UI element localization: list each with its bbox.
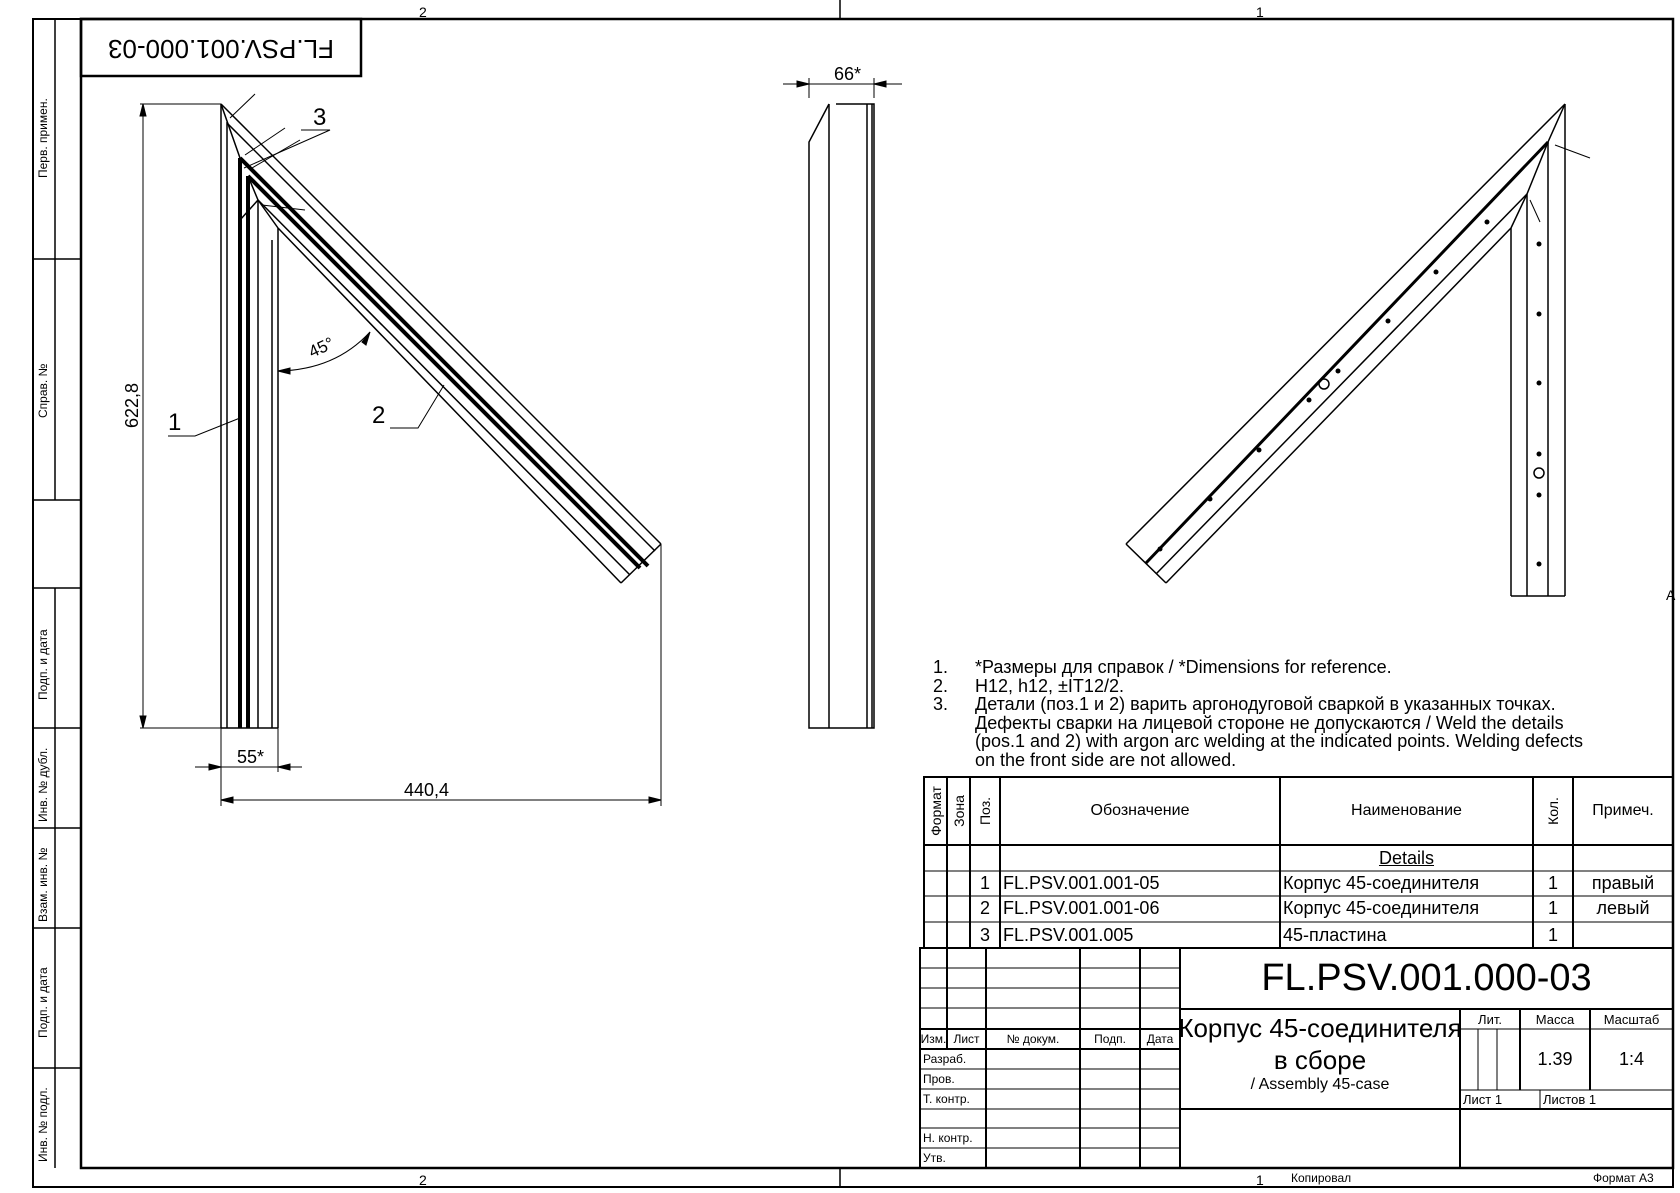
spec-row-note: левый: [1596, 898, 1650, 918]
header-name: Наименование: [1351, 802, 1462, 819]
lit-label: Лит.: [1478, 1011, 1502, 1027]
col-data: Дата: [1146, 1032, 1174, 1046]
pos-2-label: 2: [372, 402, 386, 429]
note-line: Дефекты сварки на лицевой стороне не допускаются / Weld the details: [975, 712, 1564, 733]
scale-label: Масштаб: [1603, 1011, 1660, 1027]
spec-row-pos: 2: [979, 898, 990, 918]
format-label: Формат A3: [1593, 1170, 1654, 1185]
header-zone: Зона: [950, 795, 967, 827]
row-prov: Пров.: [923, 1072, 955, 1086]
hole-diagonal: [1319, 379, 1329, 389]
spec-row-qty: 1: [1547, 873, 1558, 893]
dim-side-width: 66*: [834, 64, 862, 84]
note-item: [933, 658, 1673, 677]
margin-perv-primen: Перв. примен.: [36, 98, 50, 178]
col-list: Лист: [953, 1032, 980, 1046]
zone-side: A: [1666, 587, 1676, 603]
spec-row-note: правый: [1591, 873, 1655, 893]
header-pos-cell: [970, 777, 1000, 845]
spec-row-designation: FL.PSV.001.001-05: [1003, 873, 1160, 893]
row-t-kontr: Т. контр.: [923, 1092, 970, 1106]
row-razrab: Разраб.: [923, 1052, 967, 1066]
margin-podp-data-2: Подп. и дата: [36, 967, 50, 1038]
title-line-1: Корпус 45-соединителя: [1178, 1012, 1462, 1043]
zone-bottom-right: 1: [1256, 1172, 1264, 1188]
dim-height: 622,8: [122, 382, 142, 428]
spec-row-note: [1573, 922, 1673, 948]
margin-podp-data-1: Подп. и дата: [36, 629, 50, 700]
note-line: *Размеры для справок / *Dimensions for reference.: [975, 657, 1392, 677]
margin-inv-podl: Инв. № подл.: [36, 1087, 50, 1162]
dim-angle: 45°: [305, 333, 337, 362]
note-line: H12, h12, ±IT12/2.: [975, 675, 1124, 696]
header-qty: Кол.: [1544, 797, 1561, 825]
title-subtitle: / Assembly 45-case: [1250, 1076, 1390, 1093]
header-zone-cell: [947, 777, 970, 845]
rotated-code: FL.PSV.001.000-03: [108, 34, 334, 65]
section-title: Details: [1378, 847, 1435, 868]
mass-label: Масса: [1535, 1011, 1575, 1027]
note-number: 1.: [933, 657, 949, 677]
note-line: on the front side are not allowed.: [975, 749, 1237, 770]
spec-row-name: 45-пластина: [1283, 924, 1387, 945]
note-number: 3.: [933, 694, 949, 714]
col-podp: Подп.: [1094, 1032, 1126, 1046]
col-doc-no: № докум.: [1006, 1032, 1060, 1046]
spec-row-pos: 3: [979, 924, 990, 945]
note-line: Детали (поз.1 и 2) варить аргонодуговой сваркой в указанных точках.: [975, 694, 1556, 714]
zone-bottom-left: 2: [419, 1172, 427, 1188]
pos-1-label: 1: [168, 409, 182, 436]
notes-block: [933, 658, 1673, 769]
note-item: [933, 695, 1673, 769]
header-format: Формат: [927, 786, 944, 836]
margin-vzam-inv: Взам. инв. №: [36, 847, 50, 922]
note-text: [975, 658, 1673, 677]
title-code: FL.PSV.001.000-03: [1261, 957, 1592, 999]
note-text: [975, 677, 1673, 696]
zone-top-right: 1: [1256, 4, 1264, 20]
header-pos: Поз.: [977, 797, 993, 825]
back-view: [1126, 104, 1590, 596]
header-designation: Обозначение: [1090, 802, 1190, 819]
spec-row-name: Корпус 45-соединителя: [1283, 873, 1480, 893]
front-view-dimensions: [140, 94, 661, 806]
margin-sprav-no: Справ. №: [36, 363, 50, 418]
spec-row-designation: FL.PSV.001.005: [1003, 924, 1134, 945]
pos-3-label: 3: [313, 104, 327, 131]
note-item: [933, 677, 1673, 696]
row-n-kontr: Н. контр.: [923, 1131, 973, 1145]
scale-value: 1:4: [1618, 1049, 1645, 1069]
col-izm: Изм.: [920, 1032, 947, 1046]
title-line-2: в сборе: [1273, 1044, 1367, 1075]
note-line: (pos.1 and 2) with argon arc welding at the indicated points. Welding defects: [975, 731, 1584, 751]
row-utv: Утв.: [923, 1151, 946, 1165]
spec-row-designation: FL.PSV.001.001-06: [1003, 898, 1160, 918]
sheets-total: Листов 1: [1543, 1092, 1597, 1107]
hole-vertical: [1534, 468, 1544, 478]
note-text: [975, 695, 1673, 769]
zone-top-left: 2: [419, 4, 427, 20]
spec-row-qty: 1: [1547, 898, 1558, 918]
spec-row-name: Корпус 45-соединителя: [1283, 898, 1480, 918]
note-number: 2.: [933, 675, 949, 696]
header-note: Примеч.: [1592, 802, 1654, 819]
dim-profile-width: 55*: [237, 747, 265, 767]
spec-row-pos: 1: [979, 873, 990, 893]
copied-label: Копировал: [1291, 1170, 1352, 1185]
side-view: [809, 104, 874, 728]
margin-inv-dubl: Инв. № дубл.: [36, 747, 50, 822]
header-format-cell: [924, 777, 947, 845]
sheet-number: Лист 1: [1463, 1092, 1503, 1107]
mass-value: 1.39: [1537, 1049, 1573, 1069]
header-qty-cell: [1533, 777, 1573, 845]
front-view: [221, 104, 661, 728]
dim-length: 440,4: [404, 780, 450, 800]
spec-row-qty: 1: [1547, 924, 1558, 945]
